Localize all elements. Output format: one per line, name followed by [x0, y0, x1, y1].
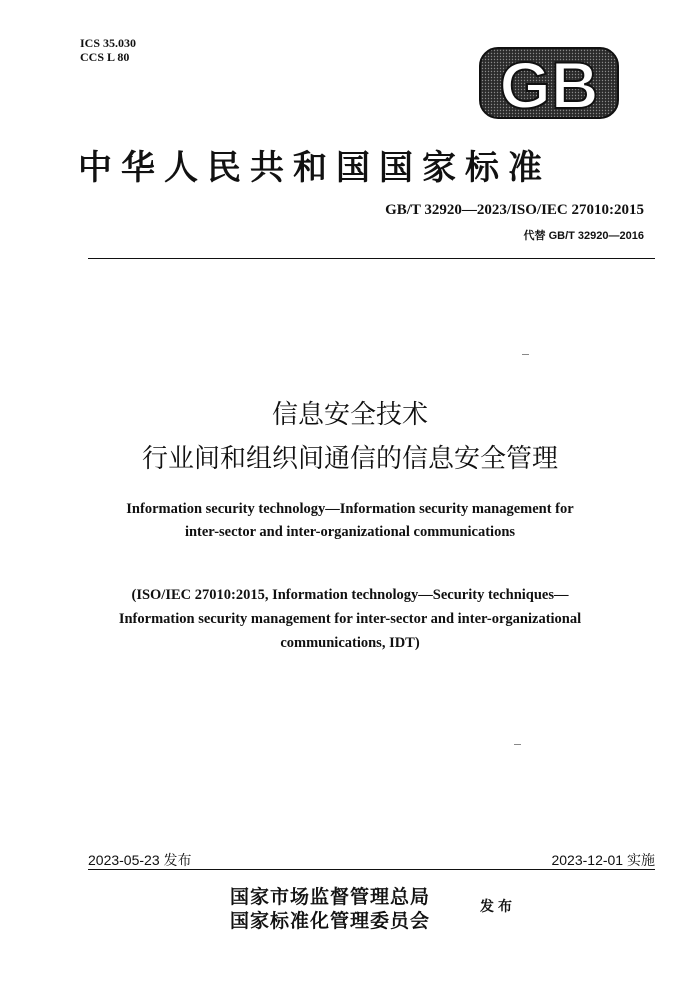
ics-code: ICS 35.030: [80, 36, 137, 50]
gb-logo: [478, 46, 620, 120]
title-en-line2: inter-sector and inter-organizational communications: [184, 524, 516, 540]
issue-action: 发布: [480, 899, 516, 915]
equivalence-line3: communications, IDT): [280, 635, 420, 651]
publish-date: 2023-05-23 发布: [88, 852, 192, 868]
implement-date: 2023-12-01 实施: [551, 852, 655, 868]
title-cn-line2: 行业间和组织间通信的信息安全管理: [141, 444, 558, 474]
footer-divider: [88, 869, 655, 870]
header-divider: [88, 258, 655, 259]
gb-logo-text: GB: [499, 48, 599, 120]
title-cn-line1: 信息安全技术: [271, 400, 428, 430]
equivalence-line2: Information security management for inter-sector and inter-organizational: [118, 611, 582, 627]
classification-codes: [80, 36, 136, 64]
issuer-block: [230, 885, 430, 933]
national-standard-heading: 中华人民共和国国家标准: [78, 148, 551, 188]
scan-speck: [522, 354, 529, 355]
equivalence-line1: (ISO/IEC 27010:2015, Information technology—Security techniques—: [131, 587, 569, 603]
issuer-sac: 国家标准化管理委员会: [230, 910, 431, 932]
standard-number: GB/T 32920—2023/ISO/IEC 27010:2015: [385, 202, 644, 218]
issuer-samr: 国家市场监督管理总局: [230, 886, 431, 908]
ccs-code: CCS L 80: [80, 50, 130, 64]
scan-speck: [514, 744, 521, 745]
title-en-line1: Information security technology—Information security management for: [126, 501, 574, 517]
replaces-standard: 代替 GB/T 32920—2016: [523, 230, 644, 242]
